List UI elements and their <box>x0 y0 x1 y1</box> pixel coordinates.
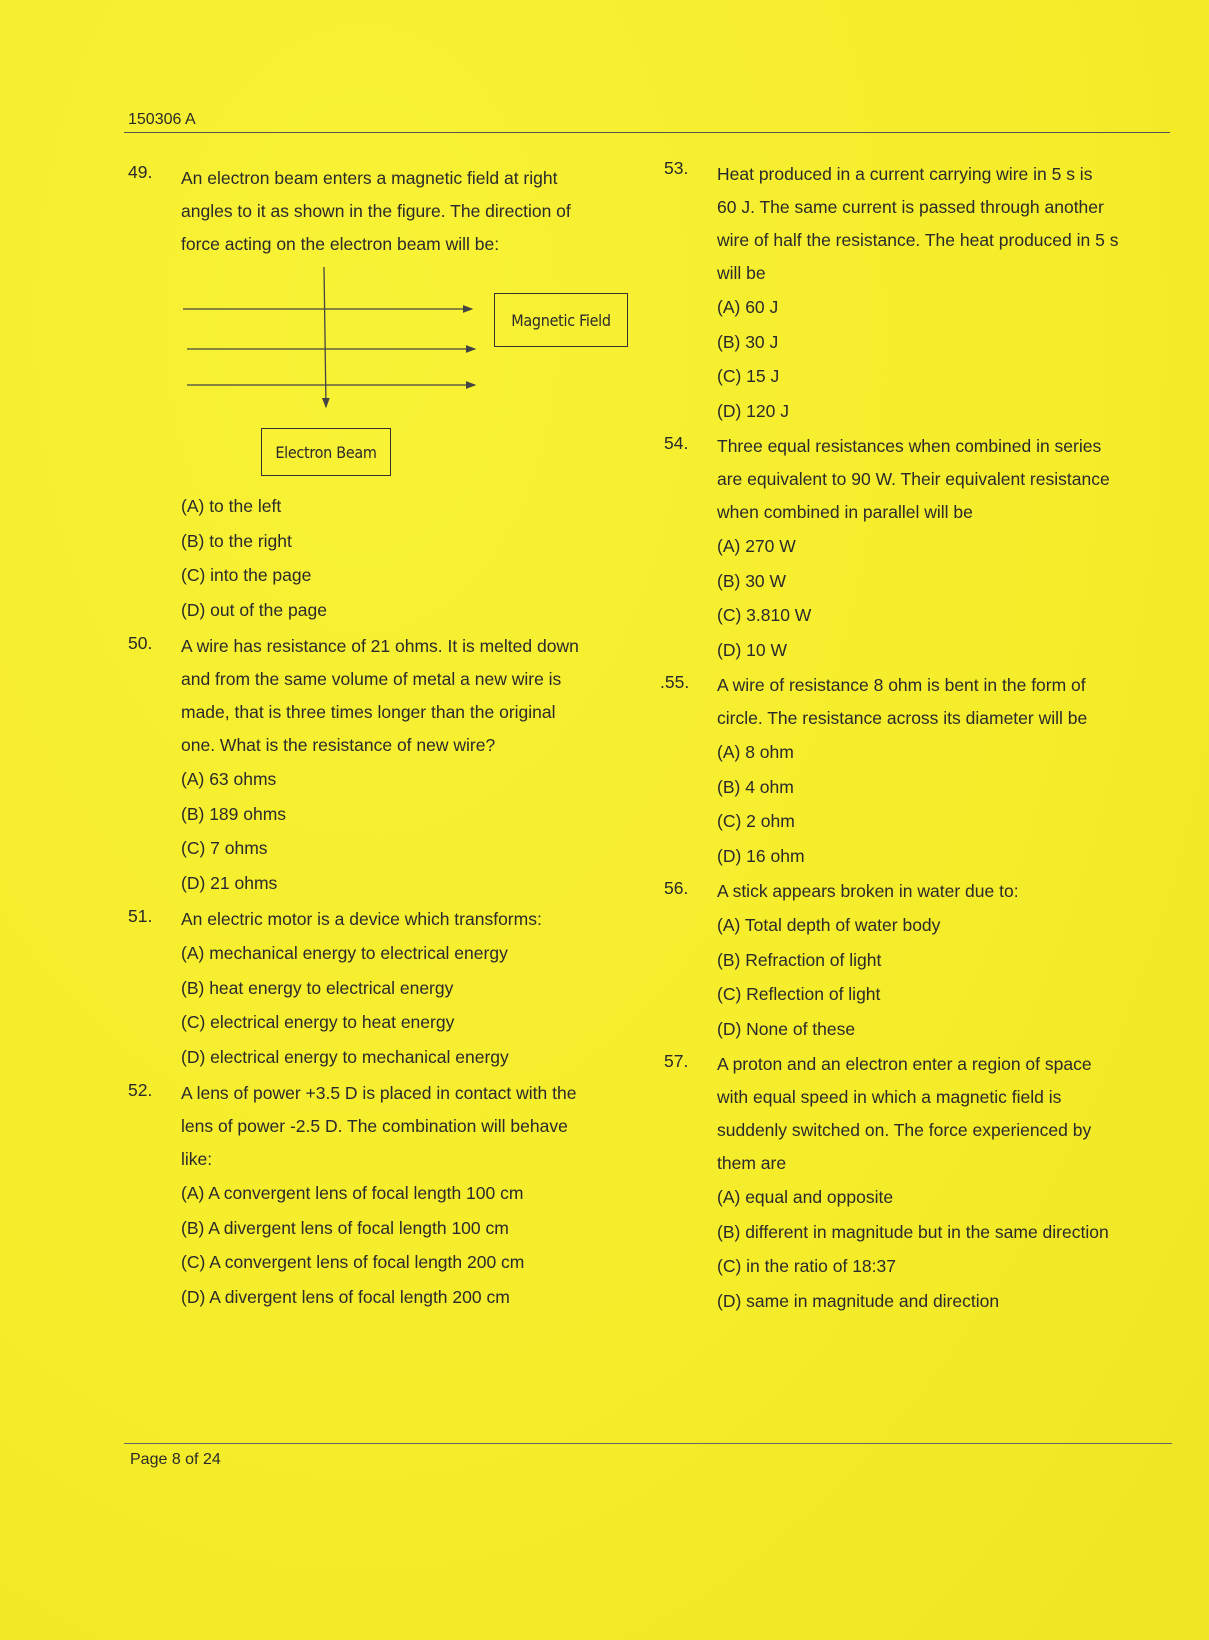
option: (A) A convergent lens of focal length 100 cm <box>181 1183 524 1203</box>
question-53 <box>664 158 1169 428</box>
question-line: and from the same volume of metal a new wire is <box>181 669 562 689</box>
question-51 <box>128 903 628 1074</box>
option: (D) 10 W <box>717 639 787 660</box>
question-line: angles to it as shown in the figure. The direction of <box>181 201 571 221</box>
question-number: 49. <box>128 162 153 182</box>
option: (A) 8 ohm <box>717 742 794 762</box>
option: (A) equal and opposite <box>717 1187 894 1207</box>
option: (A) 60 J <box>717 297 779 317</box>
footer-divider <box>124 1443 1172 1444</box>
question-line: Three equal resistances when combined in series <box>717 436 1102 456</box>
left-column <box>128 162 628 1314</box>
question-number: 52. <box>128 1080 153 1100</box>
option: (D) None of these <box>717 1018 856 1039</box>
option: (D) same in magnitude and direction <box>717 1290 1000 1311</box>
option: (B) 30 W <box>717 570 787 591</box>
electron-beam-label: Electron Beam <box>261 428 391 476</box>
option: (C) 7 ohms <box>181 838 268 858</box>
question-number: .55. <box>660 672 690 692</box>
option: (D) A divergent lens of focal length 200 cm <box>181 1286 510 1307</box>
question-text <box>181 162 628 261</box>
question-text <box>717 875 1169 908</box>
question-line: them are <box>717 1153 787 1173</box>
question-56 <box>664 875 1169 1046</box>
question-50 <box>128 630 628 900</box>
question-number: 53. <box>664 158 689 178</box>
question-line: A stick appears broken in water due to: <box>717 881 1019 901</box>
page-number: Page 8 of 24 <box>130 1451 221 1468</box>
question-text <box>717 1048 1169 1180</box>
question-line: A lens of power +3.5 D is placed in contact with the <box>181 1083 577 1103</box>
question-line: An electric motor is a device which transforms: <box>181 909 542 929</box>
option: (A) mechanical energy to electrical energy <box>181 943 508 963</box>
question-line: A wire has resistance of 21 ohms. It is melted down <box>181 636 579 656</box>
option: (C) A convergent lens of focal length 200 cm <box>181 1252 525 1272</box>
question-line: are equivalent to 90 W. Their equivalent resistance <box>717 469 1110 489</box>
question-line: 60 J. The same current is passed through another <box>717 197 1104 217</box>
option: (C) 2 ohm <box>717 811 795 831</box>
question-line: with equal speed in which a magnetic field is <box>717 1087 1062 1107</box>
question-text <box>181 1077 628 1176</box>
option: (C) electrical energy to heat energy <box>181 1012 455 1032</box>
option: (B) A divergent lens of focal length 100 cm <box>181 1217 509 1238</box>
question-line: wire of half the resistance. The heat produced in 5 s <box>717 230 1119 250</box>
question-text <box>717 158 1169 290</box>
question-text <box>181 630 628 762</box>
option: (B) 189 ohms <box>181 803 287 824</box>
question-line: made, that is three times longer than the original <box>181 702 556 722</box>
question-57 <box>664 1048 1169 1318</box>
question-49 <box>128 162 628 627</box>
option: (B) 4 ohm <box>717 776 794 797</box>
option: (B) heat energy to electrical energy <box>181 977 454 998</box>
option: (C) Reflection of light <box>717 984 881 1004</box>
option: (D) 21 ohms <box>181 872 278 893</box>
option: (A) Total depth of water body <box>717 915 941 935</box>
question-line: one. What is the resistance of new wire? <box>181 735 496 755</box>
question-line: lens of power -2.5 D. The combination will behave <box>181 1116 568 1136</box>
option: (A) to the left <box>181 496 282 516</box>
option: (D) electrical energy to mechanical energy <box>181 1046 509 1067</box>
question-number: 57. <box>664 1051 689 1071</box>
option: (A) 270 W <box>717 536 796 556</box>
question-number: 56. <box>664 878 689 898</box>
question-line: An electron beam enters a magnetic field at right <box>181 168 558 188</box>
question-line: force acting on the electron beam will be: <box>181 234 500 254</box>
question-line: when combined in parallel will be <box>717 502 973 522</box>
question-text <box>717 430 1169 529</box>
option: (B) different in magnitude but in the same direction <box>717 1221 1109 1242</box>
question-52 <box>128 1077 628 1314</box>
paper-code: 150306 A <box>128 111 196 128</box>
question-line: suddenly switched on. The force experienced by <box>717 1120 1092 1140</box>
option: (C) into the page <box>181 565 312 585</box>
question-55 <box>660 669 1169 873</box>
question-54 <box>664 430 1169 667</box>
question-line: A wire of resistance 8 ohm is bent in the form of <box>717 675 1086 695</box>
right-column <box>660 158 1169 1318</box>
header-divider <box>124 132 1170 133</box>
magnetic-field-figure <box>181 261 641 489</box>
option: (D) out of the page <box>181 599 327 620</box>
option: (D) 120 J <box>717 400 789 421</box>
question-text <box>717 669 1169 735</box>
question-text <box>181 903 628 936</box>
option: (B) to the right <box>181 530 292 551</box>
option: (C) 3.810 W <box>717 605 812 625</box>
option: (D) 16 ohm <box>717 845 805 866</box>
option: (B) 30 J <box>717 331 779 352</box>
option: (C) 15 J <box>717 366 780 386</box>
question-line: like: <box>181 1149 213 1169</box>
magnetic-field-label: Magnetic Field <box>494 293 628 347</box>
question-line: A proton and an electron enter a region of space <box>717 1054 1092 1074</box>
option: (A) 63 ohms <box>181 769 277 789</box>
question-line: circle. The resistance across its diameter will be <box>717 708 1088 728</box>
electron-beam-line <box>324 267 326 407</box>
option: (C) in the ratio of 18:37 <box>717 1256 896 1276</box>
option: (B) Refraction of light <box>717 949 882 970</box>
question-line: Heat produced in a current carrying wire in 5 s is <box>717 164 1093 184</box>
question-number: 51. <box>128 906 153 926</box>
question-number: 54. <box>664 433 689 453</box>
question-line: will be <box>717 263 766 283</box>
question-number: 50. <box>128 633 153 653</box>
